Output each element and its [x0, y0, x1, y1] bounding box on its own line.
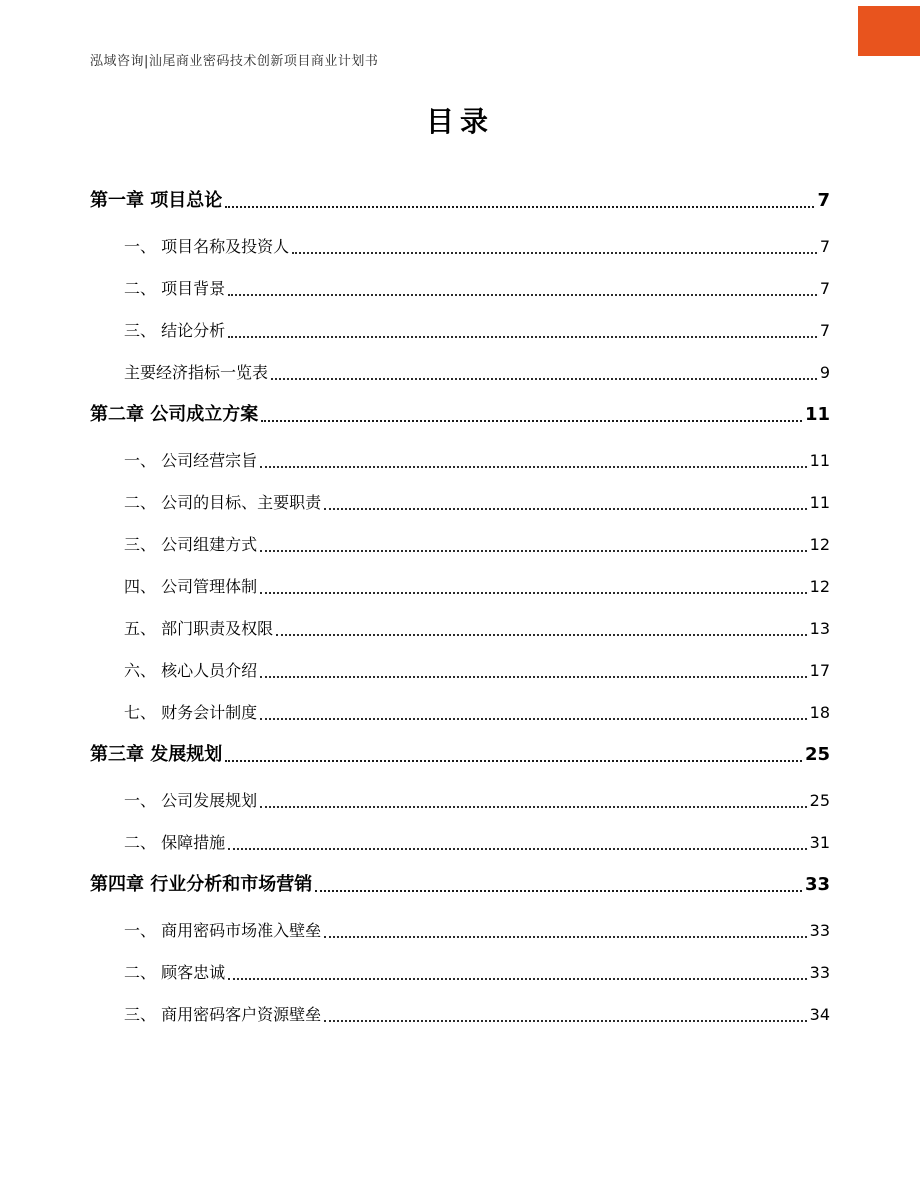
toc-dot-leader: [228, 336, 817, 338]
toc-dot-leader: [228, 978, 807, 980]
toc-dot-leader: [260, 806, 807, 808]
toc-section-row[interactable]: [90, 490, 830, 515]
toc-page-number: 18: [809, 703, 830, 722]
toc-entry-label: 第一章 项目总论: [90, 190, 223, 211]
toc-section-row[interactable]: [90, 276, 830, 301]
toc-section-row[interactable]: [90, 960, 830, 985]
toc-page-number: 11: [804, 404, 830, 425]
toc-section-row[interactable]: [90, 658, 830, 683]
toc-entry-label: 一、 项目名称及投资人: [124, 237, 290, 256]
toc-page-number: 7: [819, 321, 830, 340]
toc-section-row[interactable]: [90, 532, 830, 557]
toc-dot-leader: [260, 718, 807, 720]
toc-page-number: 13: [809, 619, 830, 638]
toc-dot-leader: [324, 508, 807, 510]
toc-section-row[interactable]: [90, 616, 830, 641]
toc-dot-leader: [261, 420, 802, 422]
toc-section-row[interactable]: [90, 574, 830, 599]
toc-entry-label: 二、 项目背景: [124, 279, 226, 298]
toc-page-number: 25: [804, 744, 830, 765]
toc-entry-label: 一、 公司经营宗旨: [124, 451, 258, 470]
toc-section-row[interactable]: [90, 448, 830, 473]
toc-entry-label: 六、 核心人员介绍: [124, 661, 258, 680]
toc-page-number: 11: [809, 451, 830, 470]
toc-entry-label: 第二章 公司成立方案: [90, 404, 259, 425]
toc-entry-label: 主要经济指标一览表: [124, 363, 269, 382]
toc-section-row[interactable]: [90, 1002, 830, 1027]
toc-dot-leader: [271, 378, 817, 380]
toc-entry-label: 一、 公司发展规划: [124, 791, 258, 810]
toc-dot-leader: [225, 206, 814, 208]
toc-dot-leader: [260, 550, 807, 552]
toc-page-number: 12: [809, 535, 830, 554]
toc-page-number: 12: [809, 577, 830, 596]
toc-entry-label: 二、 公司的目标、主要职责: [124, 493, 322, 512]
page-title: 目录: [425, 105, 494, 138]
toc-entry-label: 四、 公司管理体制: [124, 577, 258, 596]
toc-page-number: 7: [817, 190, 830, 211]
toc-entry-label: 第四章 行业分析和市场营销: [90, 874, 313, 895]
toc-page-number: 7: [819, 279, 830, 298]
toc-page-number: 31: [809, 833, 830, 852]
toc-section-row[interactable]: [90, 788, 830, 813]
toc-dot-leader: [260, 466, 807, 468]
toc-dot-leader: [228, 848, 807, 850]
toc-dot-leader: [228, 294, 817, 296]
toc-dot-leader: [315, 890, 802, 892]
toc-page-number: 25: [809, 791, 830, 810]
toc-dot-leader: [260, 676, 807, 678]
toc-dot-leader: [260, 592, 807, 594]
toc-section-row[interactable]: [90, 360, 830, 385]
toc-section-row[interactable]: [90, 234, 830, 259]
toc-dot-leader: [324, 1020, 807, 1022]
toc-page-number: 11: [809, 493, 830, 512]
toc-entry-label: 一、 商用密码市场准入壁垒: [124, 921, 322, 940]
document-header: 泓域咨询|汕尾商业密码技术创新项目商业计划书: [90, 54, 379, 69]
toc-entry-label: 七、 财务会计制度: [124, 703, 258, 722]
toc-chapter-row[interactable]: [90, 402, 830, 427]
toc-section-row[interactable]: [90, 918, 830, 943]
toc-entry-label: 第三章 发展规划: [90, 744, 223, 765]
toc-page-number: 33: [804, 874, 830, 895]
toc-entry-label: 三、 商用密码客户资源壁垒: [124, 1005, 322, 1024]
toc-page-number: 17: [809, 661, 830, 680]
toc-page-number: 34: [809, 1005, 830, 1024]
toc-dot-leader: [324, 936, 807, 938]
toc-dot-leader: [276, 634, 807, 636]
toc-dot-leader: [225, 760, 802, 762]
toc-page-number: 9: [819, 363, 830, 382]
toc-chapter-row[interactable]: [90, 742, 830, 767]
toc-section-row[interactable]: [90, 318, 830, 343]
toc-entry-label: 二、 保障措施: [124, 833, 226, 852]
toc-entry-label: 三、 公司组建方式: [124, 535, 258, 554]
toc-entry-label: 三、 结论分析: [124, 321, 226, 340]
toc-chapter-row[interactable]: [90, 188, 830, 213]
toc-chapter-row[interactable]: [90, 872, 830, 897]
toc-page-number: 33: [809, 963, 830, 982]
toc-section-row[interactable]: [90, 700, 830, 725]
toc-dot-leader: [292, 252, 817, 254]
corner-accent-block: [858, 6, 920, 56]
toc-page-number: 33: [809, 921, 830, 940]
table-of-contents: [90, 188, 830, 1027]
toc-section-row[interactable]: [90, 830, 830, 855]
toc-page-number: 7: [819, 237, 830, 256]
toc-entry-label: 五、 部门职责及权限: [124, 619, 274, 638]
toc-entry-label: 二、 顾客忠诚: [124, 963, 226, 982]
